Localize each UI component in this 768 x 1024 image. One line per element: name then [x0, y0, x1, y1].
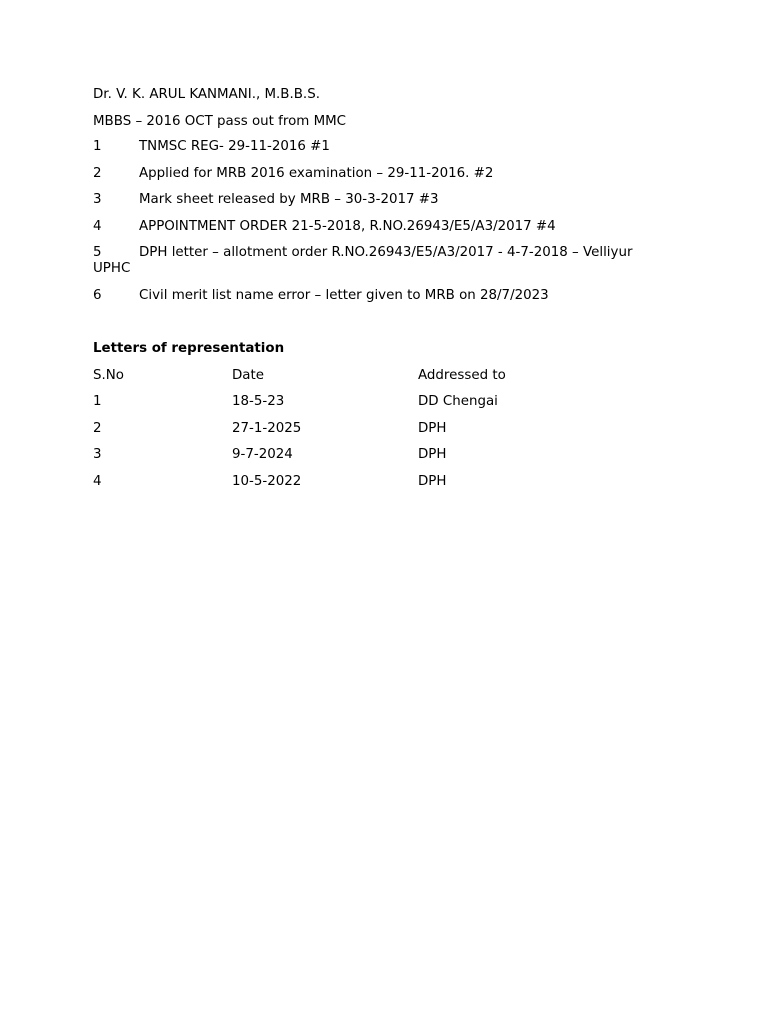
item-number: 3 — [93, 192, 102, 207]
column-header-addressed-to: Addressed to — [418, 367, 506, 383]
cell-date: 27-1-2025 — [232, 420, 302, 436]
cell-sno: 1 — [93, 394, 102, 409]
item-number: 4 — [93, 218, 102, 234]
qualification-line: MBBS – 2016 OCT pass out from MMC — [93, 113, 347, 129]
cell-date: 9-7-2024 — [232, 447, 293, 462]
cell-addressed-to: DPH — [418, 447, 447, 462]
column-header-date: Date — [232, 367, 265, 383]
table-row — [93, 473, 683, 491]
cell-sno: 2 — [93, 420, 102, 436]
cell-sno: 3 — [93, 447, 102, 462]
item-text: DPH letter – allotment order R.NO.26943/E5/A3/2017 - 4-7-2018 – Velliyur UPHC — [93, 245, 633, 276]
item-text: Civil merit list name error – letter given to MRB on 28/7/2023 — [139, 287, 549, 303]
list-item — [93, 288, 683, 304]
list-item — [93, 219, 683, 235]
cell-sno: 4 — [93, 473, 102, 489]
list-item — [93, 166, 683, 182]
list-item — [93, 245, 668, 277]
cell-addressed-to: DPH — [418, 420, 447, 436]
item-text: Mark sheet released by MRB – 30-3-2017 #3 — [139, 192, 439, 207]
column-header-sno: S.No — [93, 367, 124, 383]
table-row — [93, 446, 683, 464]
letters-section-title: Letters of representation — [93, 341, 285, 356]
spacer — [93, 314, 683, 340]
item-number: 5 — [93, 245, 102, 260]
list-item — [93, 192, 683, 208]
item-number: 1 — [93, 139, 102, 154]
item-number: 6 — [93, 287, 102, 303]
document-page — [93, 86, 683, 499]
item-text: APPOINTMENT ORDER 21-5-2018, R.NO.26943/E5/A3/2017 #4 — [139, 218, 556, 234]
table-row — [93, 420, 683, 438]
table-row — [93, 393, 683, 411]
doctor-name-line: Dr. V. K. ARUL KANMANI., M.B.B.S. — [93, 87, 320, 102]
cell-date: 18-5-23 — [232, 394, 285, 409]
item-number: 2 — [93, 165, 102, 181]
item-text: TNMSC REG- 29-11-2016 #1 — [139, 139, 330, 154]
cell-addressed-to: DPH — [418, 473, 447, 489]
cell-date: 10-5-2022 — [232, 473, 302, 489]
cell-addressed-to: DD Chengai — [418, 394, 498, 409]
item-text: Applied for MRB 2016 examination – 29-11-2016. #2 — [139, 165, 494, 181]
letters-header-row — [93, 367, 683, 385]
list-item — [93, 139, 683, 155]
